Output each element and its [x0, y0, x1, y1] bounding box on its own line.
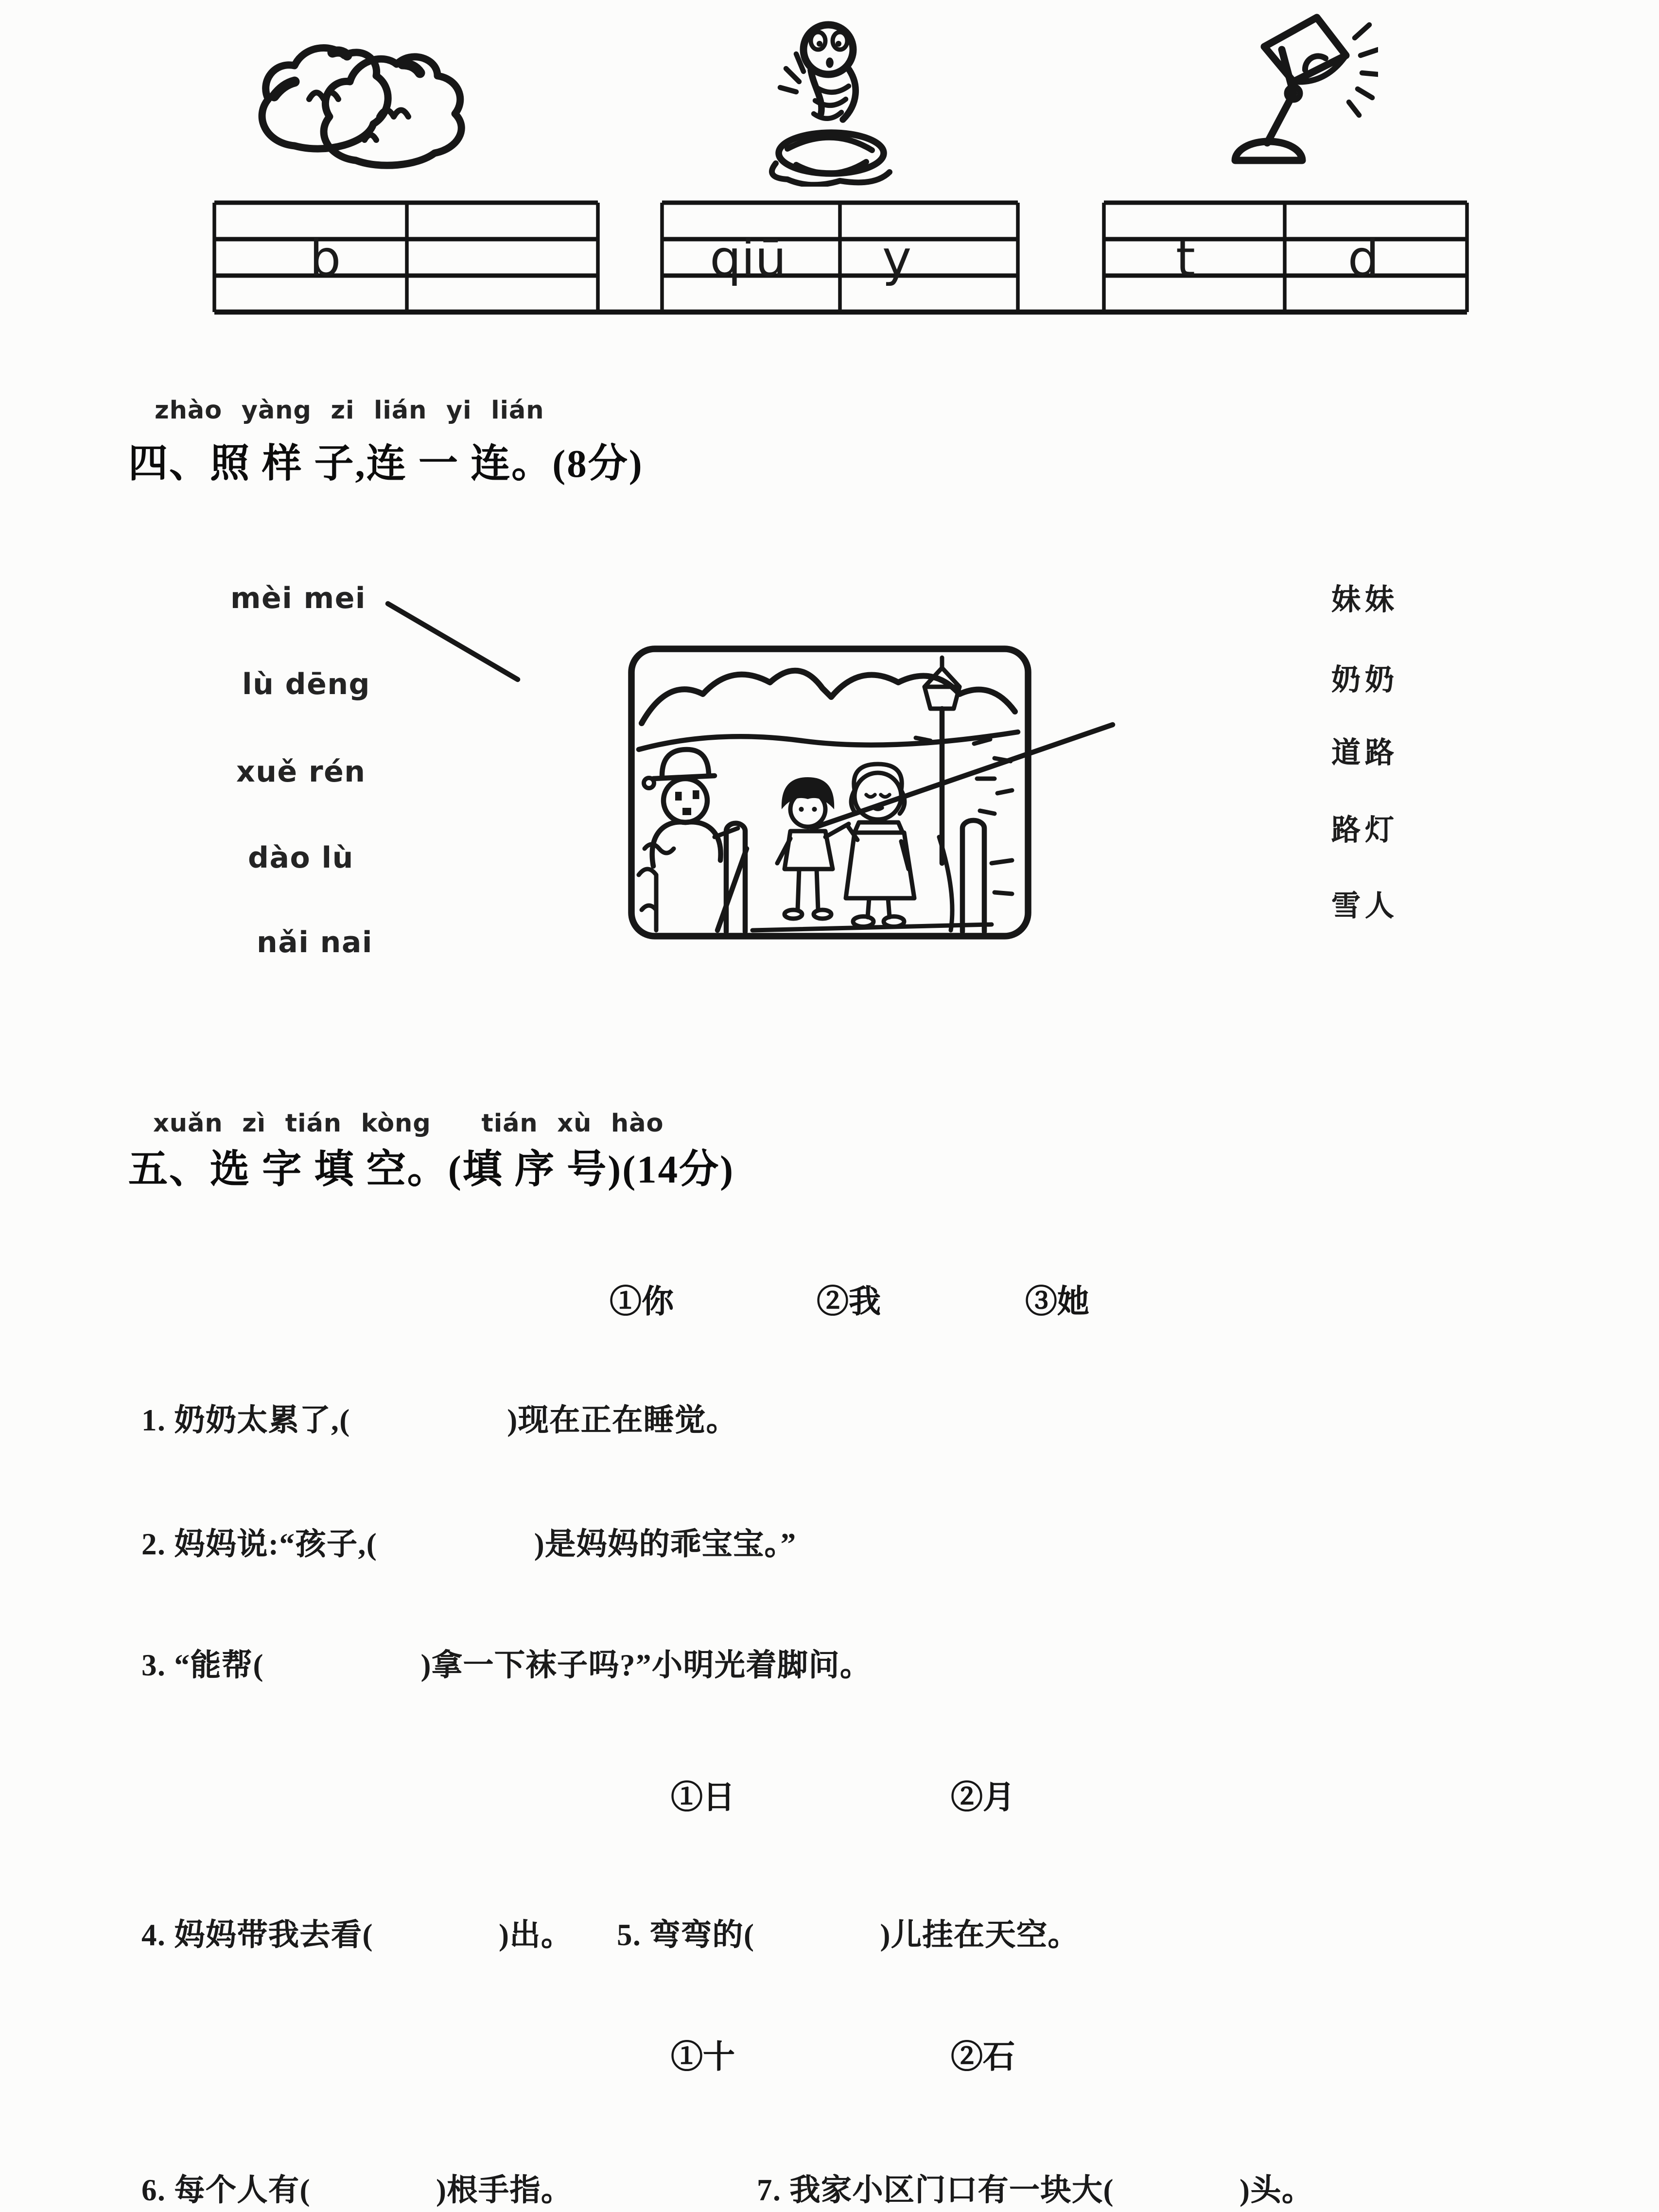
connection-line-meimei [388, 604, 518, 679]
rocks-illustration [245, 32, 493, 171]
option-ta: ③她 [1025, 1283, 1090, 1320]
match-right-daolu: 道路 [1331, 738, 1398, 770]
grid-letter-b: b [309, 230, 341, 288]
match-right-meimei: 妹妹 [1331, 585, 1398, 617]
section-five-pinyin: xuǎn zì tián kòng tián xù hào [153, 1110, 664, 1139]
question-5: 5. 弯弯的( )儿挂在天空。 [617, 1917, 1079, 1952]
worm-illustration [755, 15, 908, 187]
grid-letter-t: t [1176, 230, 1195, 288]
match-right-xueren: 雪人 [1331, 891, 1398, 923]
option-ri: ①日 [671, 1779, 735, 1815]
section-four-pinyin: zhào yàng zi lián yi lián [155, 397, 544, 426]
match-right-ludeng: 路灯 [1331, 815, 1398, 847]
match-left-ludeng: lù dēng [242, 666, 370, 701]
option-ni: ①你 [610, 1283, 674, 1320]
match-left-meimei: mèi mei [230, 580, 366, 615]
match-right-nainai: 奶奶 [1331, 665, 1398, 697]
option-shi-stone: ②石 [951, 2038, 1015, 2075]
option-yue: ②月 [951, 1779, 1015, 1815]
grid-letter-y: y [882, 230, 912, 288]
match-left-daolu: dào lù [248, 840, 354, 875]
pinyin-writing-grids [204, 192, 1487, 327]
question-6: 6. 每个人有( )根手指。 [141, 2173, 573, 2208]
question-3: 3. “能帮( )拿一下袜子吗?”小明光着脚问。 [141, 1648, 872, 1683]
match-left-nainai: nǎi nai [257, 924, 373, 959]
desk-lamp-illustration [1215, 9, 1378, 172]
example-connection-lines [350, 583, 1167, 846]
option-wo: ②我 [817, 1283, 881, 1320]
option-shi-ten: ①十 [671, 2038, 735, 2075]
section-five-title: 五、选 字 填 空。(填 序 号)(14分) [128, 1148, 735, 1191]
connection-line-nainai [812, 725, 1113, 828]
section-four-title: 四、照 样 子,连 一 连。(8分) [128, 442, 644, 486]
grid-letter-qiu: qiū [710, 230, 786, 288]
grid-letter-d: d [1347, 230, 1380, 288]
question-4: 4. 妈妈带我去看( )出。 [141, 1917, 573, 1952]
question-2: 2. 妈妈说:“孩子,( )是妈妈的乖宝宝。” [141, 1527, 797, 1562]
question-7: 7. 我家小区门口有一块大( )头。 [757, 2173, 1313, 2208]
match-left-xueren: xuě rén [236, 754, 366, 789]
question-1: 1. 奶奶太累了,( )现在正在睡觉。 [141, 1403, 738, 1438]
